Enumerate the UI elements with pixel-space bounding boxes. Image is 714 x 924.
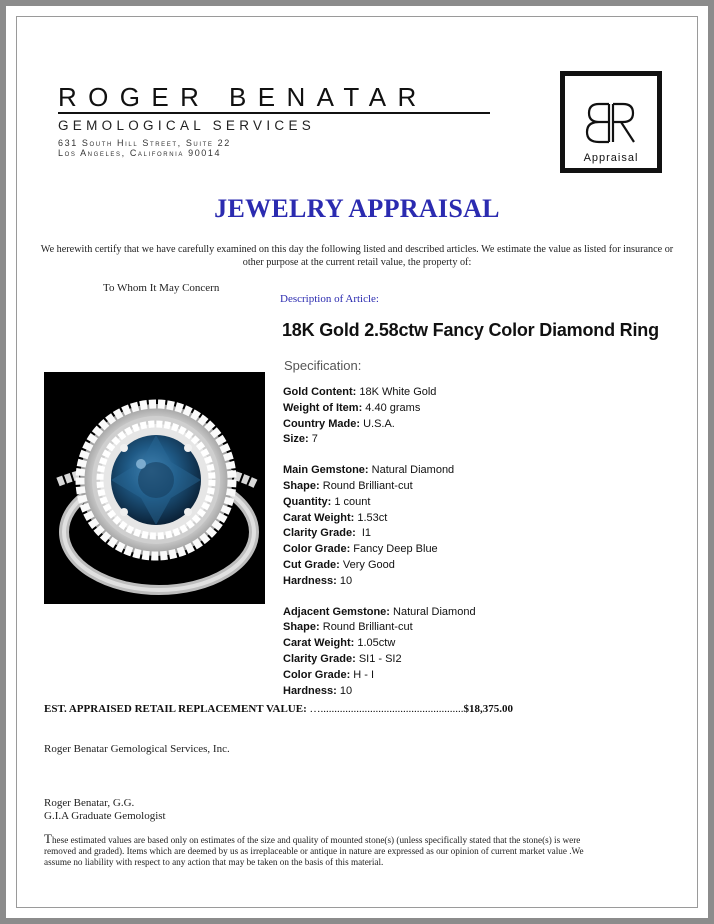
estimated-value-leader: ….................................................... bbox=[309, 703, 464, 715]
signature-credential: G.I.A Graduate Gemologist bbox=[44, 810, 166, 822]
disclaimer-text: hese estimated values are based only on estimates of the size and quality of mounted stone(s) (unless specifically stated that the stone(s) is were removed and graded). Items which are deemed by us as irreplaceable or antique in nature are expressed as our opinion of current market value .We assume no liability with respect to any action that may be taken on the basis of this material. bbox=[44, 835, 584, 868]
spec-adjacent-hardness: Hardness: 10 bbox=[283, 684, 353, 697]
spec-adjacent-carat: Carat Weight: 1.05ctw bbox=[283, 637, 396, 650]
spec-main-color: Color Grade: Fancy Deep Blue bbox=[283, 543, 438, 556]
company-subtitle: GEMOLOGICAL SERVICES bbox=[58, 118, 316, 133]
spec-weight: Weight of Item: 4.40 grams bbox=[283, 401, 421, 414]
br-logo-icon bbox=[565, 86, 657, 146]
spec-main-carat: Carat Weight: 1.53ct bbox=[283, 511, 388, 524]
logo-appraisal-text: Appraisal bbox=[583, 152, 639, 164]
spec-gold-content: Gold Content: 18K White Gold bbox=[283, 386, 437, 398]
spec-main-cut: Cut Grade: Very Good bbox=[283, 558, 395, 571]
certification-statement: We herewith certify that we have carefully examined on this day the following listed and described articles. We estimate the value as listed for insurance or other purpose at the current retail value, the property of: bbox=[40, 244, 674, 268]
description-label: Description of Article: bbox=[280, 293, 379, 305]
company-name: ROGER BENATAR bbox=[58, 82, 428, 112]
address-line-2: Los Angeles, California 90014 bbox=[58, 148, 222, 158]
header-rule bbox=[58, 112, 490, 114]
spec-main-clarity: Clarity Grade: I1 bbox=[283, 527, 372, 540]
item-title: 18K Gold 2.58ctw Fancy Color Diamond Ring bbox=[282, 320, 659, 340]
estimated-value-label: EST. APPRAISED RETAIL REPLACEMENT VALUE: bbox=[44, 703, 307, 715]
spec-main-shape: Shape: Round Brilliant-cut bbox=[283, 479, 413, 492]
estimated-value-line bbox=[44, 703, 513, 715]
signature-name: Roger Benatar, G.G. bbox=[44, 797, 135, 809]
document-title: JEWELRY APPRAISAL bbox=[214, 194, 500, 223]
estimated-value-amount: $18,375.00 bbox=[463, 703, 513, 715]
spec-size: Size: 7 bbox=[283, 433, 318, 446]
disclaimer-initial: T bbox=[44, 831, 52, 846]
recipient: To Whom It May Concern bbox=[103, 282, 220, 294]
spec-adjacent-color: Color Grade: H - I bbox=[283, 668, 375, 681]
signature-company: Roger Benatar Gemological Services, Inc. bbox=[44, 743, 230, 755]
address-line-1: 631 South Hill Street, Suite 22 bbox=[58, 138, 231, 148]
spec-adjacent-shape: Shape: Round Brilliant-cut bbox=[283, 621, 413, 634]
specification-label: Specification: bbox=[284, 358, 362, 373]
spec-main-gemstone: Main Gemstone: Natural Diamond bbox=[283, 464, 455, 477]
spec-adjacent-clarity: Clarity Grade: SI1 - SI2 bbox=[283, 652, 402, 665]
diamond-ring-image bbox=[44, 372, 265, 604]
spec-main-quantity: Quantity: 1 count bbox=[283, 495, 371, 508]
ring-photo bbox=[44, 372, 265, 604]
br-appraisal-logo bbox=[560, 71, 662, 173]
disclaimer bbox=[44, 833, 604, 869]
spec-main-hardness: Hardness: 10 bbox=[283, 574, 353, 587]
specification-list bbox=[283, 385, 476, 699]
spec-country: Country Made: U.S.A. bbox=[283, 417, 395, 430]
spec-adjacent-gemstone: Adjacent Gemstone: Natural Diamond bbox=[283, 605, 476, 618]
